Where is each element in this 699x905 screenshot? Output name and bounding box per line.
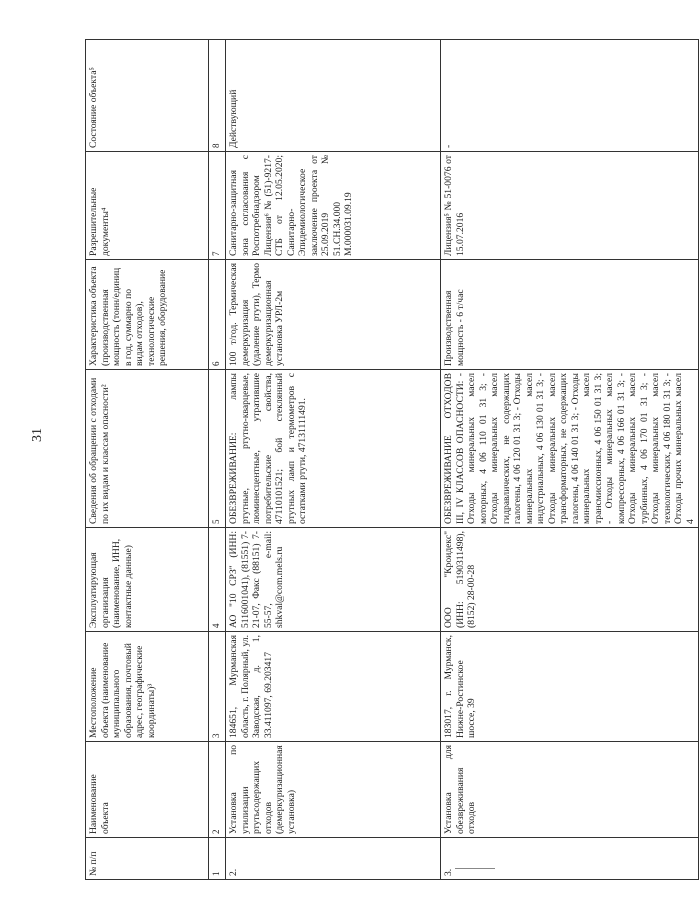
permit-documents: Лицензия⁵ № 51-0076 от 15.07.2016 xyxy=(441,152,699,260)
header-cell: Наименование объекта xyxy=(86,742,209,838)
header-cell: Характеристика объекта (производственная мощность (тонн/единиц в год, суммарно по видам отходов), технологические решения, оборудование xyxy=(86,260,209,370)
rotated-page-content xyxy=(85,40,696,880)
column-index-row xyxy=(209,40,226,880)
facility-name: Установка по утилизации ртутьсодержащих отходов (демеркуризационная установка) xyxy=(226,742,441,838)
facility-location: 184651, Мурманская область, г. Полярный, ул. Заводская, д. 1, 33.411097, 69.203417 xyxy=(226,632,441,742)
waste-facility-table xyxy=(85,39,699,880)
index-cell: 8 xyxy=(209,40,226,152)
page-number: 31 xyxy=(30,428,45,442)
table-row xyxy=(226,40,441,880)
facility-status: Действующий xyxy=(226,40,441,152)
facility-operator: АО "10 СРЗ" (ИНН: 5116001041), (81551) 7-21-07, Факс (88151) 7-55-57, e-mail: shkval@com.mels.ru xyxy=(226,528,441,632)
index-cell: 1 xyxy=(209,838,226,880)
header-cell: Состояние объекта⁵ xyxy=(86,40,209,152)
header-row xyxy=(86,40,209,880)
index-cell: 3 xyxy=(209,632,226,742)
waste-handling: ОБЕЗВРЕЖИВАНИЕ: лампы ртутные, ртутно-кварцевые, люминесцентные, утратившие потребительские свойства, 47110101521; бой стеклянный ртутных ламп и термометров с остатками ртути, 47131111491. xyxy=(226,370,441,528)
index-cell: 2 xyxy=(209,742,226,838)
facility-name: Установка для обезвреживания отходов xyxy=(441,742,699,838)
header-cell: Эксплуатирующая организация (наименование, ИНН, контактные данные) xyxy=(86,528,209,632)
row-number: 2. xyxy=(226,838,441,880)
facility-capacity: 100 т/год. Термическая демеркуризация (удаление ртути), Термо демеркуризационная установка УРЛ-2м xyxy=(226,260,441,370)
permit-documents: Санитарно-защитная зона согласования с Роспотребнадзором Лицензия⁶ № (51)-9217-СТБ от 12.05.2020; Санитарно-Эпидемиологическое заключение проекта от 25.09.2019 № 51.СН.34.000 М.000031.09.19 xyxy=(226,152,441,260)
row-number: 3. xyxy=(441,838,699,880)
scan-mark xyxy=(455,868,495,869)
facility-location: 183017, г. Мурманск, Нижне-Ростинское шоссе, 39 xyxy=(441,632,699,742)
facility-capacity: Производственная мощность - 6 т/час xyxy=(441,260,699,370)
facility-status: - xyxy=(441,40,699,152)
header-cell: Местоположение объекта (наименование муниципального образования, почтовый адрес, географические координаты)³ xyxy=(86,632,209,742)
waste-handling: ОБЕЗВРЕЖИВАНИЕ ОТХОДОВ III, IV КЛАССОВ ОПАСНОСТИ: - Отходы минеральных масел моторных, 4 06 110 01 31 3; - Отходы минеральных масел гидравлических, не содержащих галогены, 4 06 120 01 31 3; - Отходы минеральных масел индустриальных, 4 06 130 01 31 3; - Отходы минеральных масел трансформаторных, не содержащих галогены, 4 06 140 01 31 3; - Отходы минеральных масел трансмиссионных, 4 06 150 01 31 3; - Отходы минеральных масел компрессорных, 4 06 166 01 31 3; - Отходы минеральных масел турбинных, 4 06 170 01 31 3; - Отходы минеральных масел технологических, 4 06 180 01 31 3; - Отходы прочих минеральных масел 4 xyxy=(441,370,699,528)
index-cell: 4 xyxy=(209,528,226,632)
index-cell: 7 xyxy=(209,152,226,260)
index-cell: 6 xyxy=(209,260,226,370)
header-cell: № п/п xyxy=(86,838,209,880)
header-cell: Разрешительные документы⁴ xyxy=(86,152,209,260)
index-cell: 5 xyxy=(209,370,226,528)
facility-operator: ООО "Кроидекс" (ИНН: 5190311498), (8152) 28-00-28 xyxy=(441,528,699,632)
table-row xyxy=(441,40,699,880)
header-cell: Сведения об обращении с отходами по их видам и классам опасности² xyxy=(86,370,209,528)
